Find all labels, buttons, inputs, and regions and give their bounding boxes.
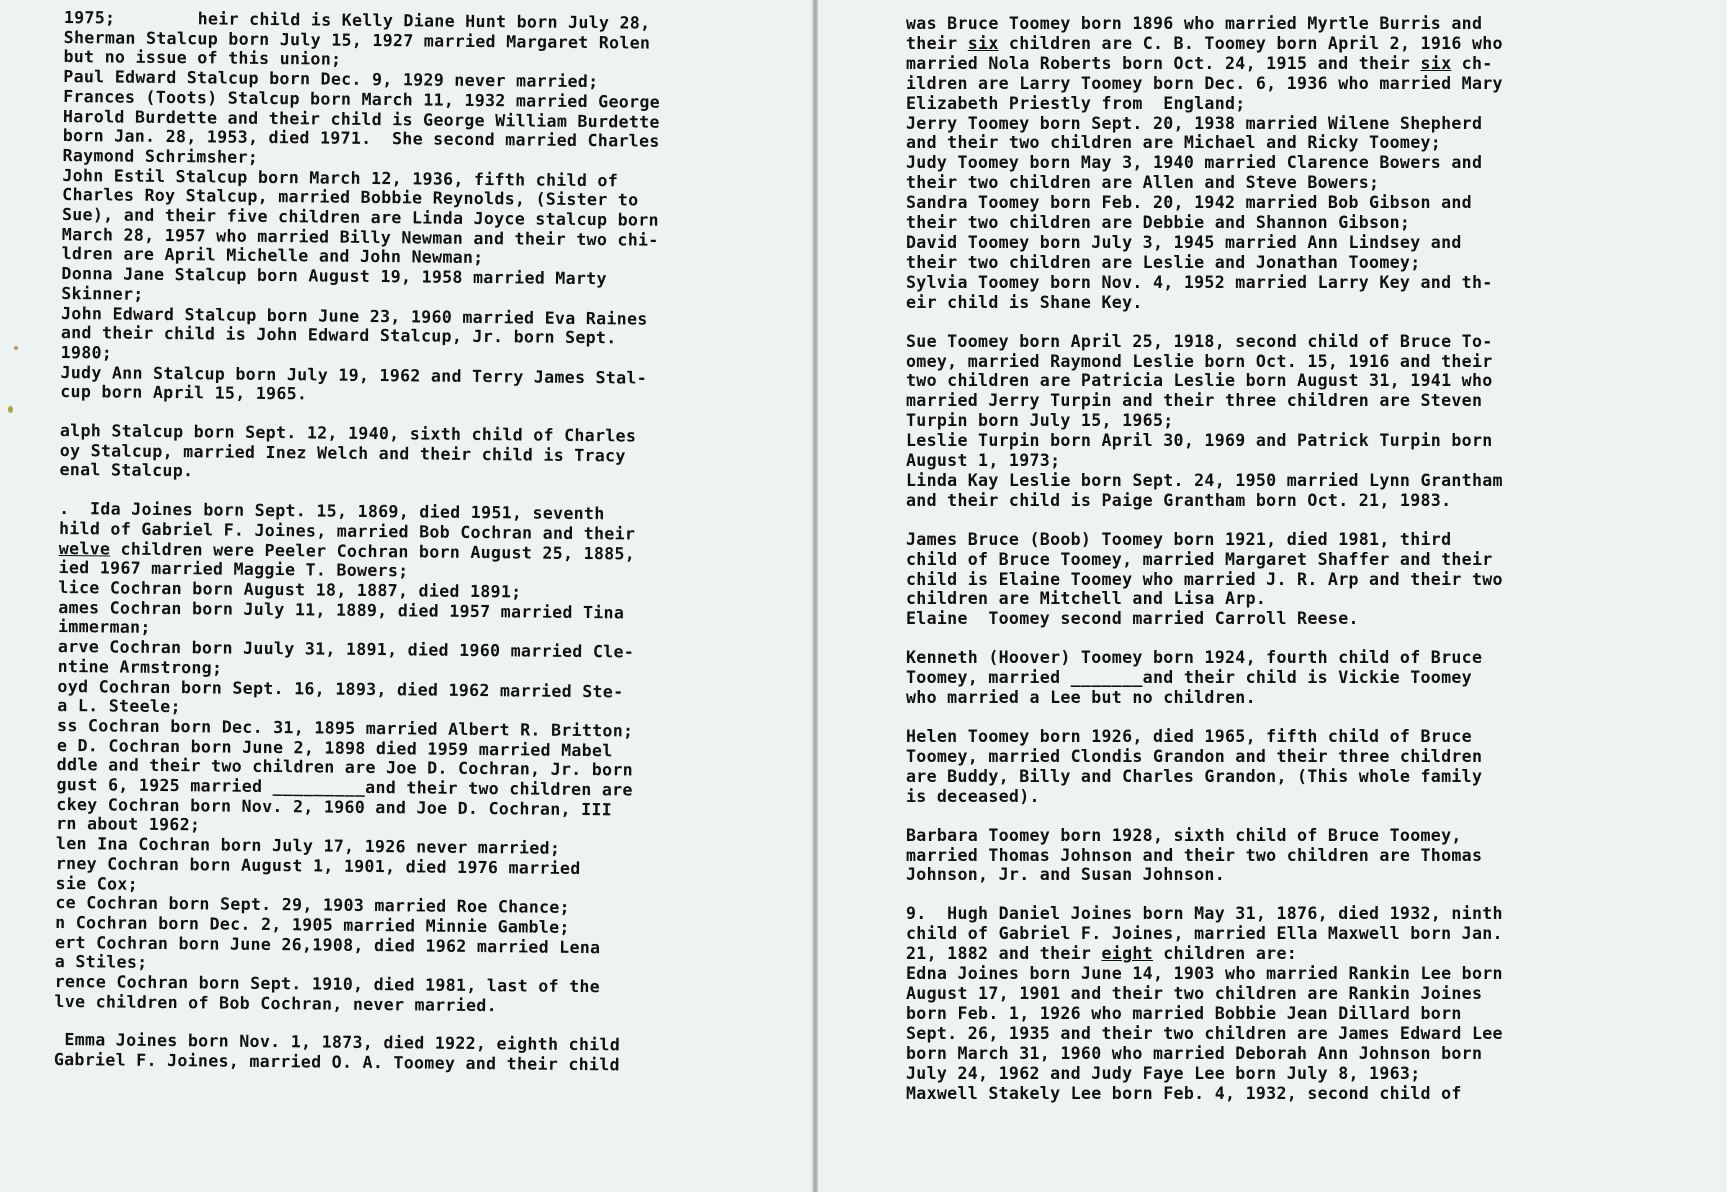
paragraph-gap xyxy=(906,885,1706,904)
text-line: who married a Lee but no children. xyxy=(906,688,1256,708)
text-line: ert Cochran born June 26,1908, died 1962 married Lena xyxy=(54,932,601,957)
text-line: Toomey, married Clondis Grandon and their three children xyxy=(906,746,1483,766)
text-line: hild of Gabriel F. Joines, married Bob Cochran and their xyxy=(58,518,636,544)
text-line: and their child is John Edward Stalcup, Jr. born Sept. xyxy=(60,323,617,348)
paragraph-gap xyxy=(906,313,1706,332)
text-line: Maxwell Stakely Lee born Feb. 4, 1932, second child of xyxy=(906,1083,1462,1103)
text-line: lve children of Bob Cochran, never married. xyxy=(54,991,498,1015)
paragraph-gap xyxy=(906,511,1706,530)
text-line: 1975; heir child is Kelly Diane Hunt born July 28, xyxy=(63,8,651,33)
text-line: and their two children are Michael and Ricky Toomey; xyxy=(906,133,1442,153)
text-line: cup born April 15, 1965. xyxy=(60,382,308,404)
text-line: ddle and their two children are Joe D. Cochran, Jr. born xyxy=(56,755,634,780)
text-line: Edna Joines born June 14, 1903 who married Rankin Lee born xyxy=(906,964,1503,984)
text-line: is deceased). xyxy=(906,786,1040,806)
text-line: Harold Burdette and their child is George William Burdette xyxy=(62,106,660,132)
text-line: married Jerry Turpin and their three children are Steven xyxy=(906,391,1483,411)
left-page-text xyxy=(54,8,804,1077)
text-line: their two children are Debbie and Shannon Gibson; xyxy=(906,213,1411,233)
text-line: married Thomas Johnson and their two children are Thomas xyxy=(906,845,1483,865)
text-line: March 28, 1957 who married Billy Newman and their two chi- xyxy=(61,224,659,250)
text-line: born Feb. 1, 1926 who married Bobbie Jean Dillard born xyxy=(906,1003,1462,1023)
text-line: ntine Armstrong; xyxy=(57,656,223,678)
text-line: Kenneth (Hoover) Toomey born 1924, fourth child of Bruce xyxy=(906,648,1483,668)
text-line: child of Bruce Toomey, married Margaret Shaffer and their xyxy=(906,549,1493,569)
text-line: married Nola Roberts born Oct. 24, 1915 and their six ch- xyxy=(906,53,1493,73)
text-line: ckey Cochran born Nov. 2, 1960 and Joe D. Cochran, III xyxy=(56,794,613,820)
text-line: rence Cochran born Sept. 1910, died 1981, last of the xyxy=(54,972,601,997)
right-page-text xyxy=(906,14,1706,1103)
paragraph-gap xyxy=(906,708,1706,727)
text-line: child of Gabriel F. Joines, married Ella Maxwell born Jan. xyxy=(906,924,1503,944)
text-line: Elaine Toomey second married Carroll Reese. xyxy=(906,609,1359,629)
left-page xyxy=(0,0,812,1192)
text-line: Sue Toomey born April 25, 1918, second child of Bruce To- xyxy=(906,331,1493,351)
text-line: Paul Edward Stalcup born Dec. 9, 1929 never married; xyxy=(63,67,599,92)
text-line: Sept. 26, 1935 and their two children are James Edward Lee xyxy=(906,1023,1503,1043)
text-line: Elizabeth Priestly from England; xyxy=(906,93,1246,113)
text-line: and their child is Paige Grantham born Oct. 21, 1983. xyxy=(906,490,1452,510)
text-line: Frances (Toots) Stalcup born March 11, 1932 married George xyxy=(63,86,661,112)
text-line: are Buddy, Billy and Charles Grandon, (This whole family xyxy=(906,766,1483,786)
text-line: Turpin born July 15, 1965; xyxy=(906,411,1174,431)
text-line: oyd Cochran born Sept. 16, 1893, died 1962 married Ste- xyxy=(57,676,624,701)
text-line: ames Cochran born July 11, 1889, died 1957 married Tina xyxy=(58,597,625,623)
text-line: rney Cochran born August 1, 1901, died 1976 married xyxy=(55,853,581,878)
text-line: alph Stalcup born Sept. 12, 1940, sixth child of Charles xyxy=(59,421,637,446)
text-line: August 1, 1973; xyxy=(906,451,1061,471)
text-line: immerman; xyxy=(57,617,151,638)
text-line: two children are Patricia Leslie born August 31, 1941 who xyxy=(906,371,1493,391)
paper-speck xyxy=(8,406,13,413)
text-line: e D. Cochran born June 2, 1898 died 1959 married Mabel xyxy=(56,735,613,760)
text-line: August 17, 1901 and their two children are Rankin Joines xyxy=(906,983,1483,1003)
text-line: born Jan. 28, 1953, died 1971. She second married Charles xyxy=(62,126,660,151)
text-line: born March 31, 1960 who married Deborah Ann Johnson born xyxy=(906,1043,1483,1063)
text-line: ss Cochran born Dec. 31, 1895 married Albert R. Britton; xyxy=(57,715,634,741)
text-line: Gabriel F. Joines, married O. A. Toomey and their child xyxy=(53,1050,620,1075)
text-line: their six children are C. B. Toomey born April 2, 1916 who xyxy=(906,33,1503,53)
text-line: children are Mitchell and Lisa Arp. xyxy=(906,589,1267,609)
text-line: Sandra Toomey born Feb. 20, 1942 married Bob Gibson and xyxy=(906,193,1472,213)
text-line: Jerry Toomey born Sept. 20, 1938 married Wilene Shepherd xyxy=(906,113,1483,133)
text-line: Charles Roy Stalcup, married Bobbie Reynolds, (Sister to xyxy=(62,185,639,210)
text-line: Judy Ann Stalcup born July 19, 1962 and Terry James Stal- xyxy=(60,362,648,388)
text-line: Linda Kay Leslie born Sept. 24, 1950 married Lynn Grantham xyxy=(906,470,1503,490)
text-line: Skinner; xyxy=(61,283,144,304)
paragraph-gap xyxy=(906,807,1706,826)
text-line: 9. Hugh Daniel Joines born May 31, 1876, died 1932, ninth xyxy=(906,904,1503,924)
text-line: July 24, 1962 and Judy Faye Lee born July 8, 1963; xyxy=(906,1063,1421,1083)
right-page xyxy=(818,0,1727,1192)
text-line: Johnson, Jr. and Susan Johnson. xyxy=(906,865,1225,885)
text-line: their two children are Allen and Steve Bowers; xyxy=(906,173,1380,193)
text-line: 21, 1882 and their eight children are: xyxy=(906,944,1298,964)
text-line: Sherman Stalcup born July 15, 1927 married Margaret Rolen xyxy=(63,27,651,53)
text-line: Sue), and their five children are Linda Joyce stalcup born xyxy=(61,205,659,230)
text-line: Barbara Toomey born 1928, sixth child of Bruce Toomey, xyxy=(906,825,1462,845)
text-line: ldren are April Michelle and John Newman; xyxy=(61,244,484,268)
paragraph-gap xyxy=(906,629,1706,648)
text-line: was Bruce Toomey born 1896 who married Myrtle Burris and xyxy=(906,14,1483,33)
text-line: welve children were Peeler Cochran born August 25, 1885, xyxy=(58,538,636,564)
text-line: a L. Steele; xyxy=(57,696,181,717)
text-line: arve Cochran born Juuly 31, 1891, died 1960 married Cle- xyxy=(57,637,635,662)
text-line: Raymond Schrimsher; xyxy=(62,145,259,167)
text-line: their two children are Leslie and Jonathan Toomey; xyxy=(906,252,1421,272)
text-line: lice Cochran born August 18, 1887, died 1891; xyxy=(58,577,522,602)
text-line: oy Stalcup, married Inez Welch and their child is Tracy xyxy=(59,440,626,466)
text-line: omey, married Raymond Leslie born Oct. 15, 1916 and their xyxy=(906,351,1493,371)
text-line: Sylvia Toomey born Nov. 4, 1952 married Larry Key and th- xyxy=(906,272,1493,292)
text-line: rn about 1962; xyxy=(56,814,201,835)
text-line: Helen Toomey born 1926, died 1965, fifth child of Bruce xyxy=(906,727,1472,746)
text-line: gust 6, 1925 married _________and their two children are xyxy=(56,774,633,800)
text-line: Toomey, married _______and their child is Vickie Toomey xyxy=(906,668,1472,688)
text-line: a Stiles; xyxy=(54,952,148,973)
text-line: Judy Toomey born May 3, 1940 married Clarence Bowers and xyxy=(906,153,1483,173)
text-line: n Cochran born Dec. 2, 1905 married Minnie Gamble; xyxy=(55,912,570,937)
text-line: Donna Jane Stalcup born August 19, 1958 married Marty xyxy=(61,264,607,289)
text-line: eir child is Shane Key. xyxy=(906,292,1143,312)
text-line: John Estil Stalcup born March 12, 1936, fifth child of xyxy=(62,165,619,190)
text-line: 1980; xyxy=(60,342,113,363)
text-line: sie Cox; xyxy=(55,873,139,894)
text-line: James Bruce (Boob) Toomey born 1921, died 1981, third xyxy=(906,529,1452,549)
text-line: . Ida Joines born Sept. 15, 1869, died 1951, seventh xyxy=(59,499,605,524)
text-line: ildren are Larry Toomey born Dec. 6, 1936 who married Mary xyxy=(906,73,1503,93)
text-line: Emma Joines born Nov. 1, 1873, died 1922, eighth child xyxy=(54,1030,621,1055)
text-line: len Ina Cochran born July 17, 1926 never married; xyxy=(55,834,561,858)
text-line: child is Elaine Toomey who married J. R. Arp and their two xyxy=(906,569,1503,589)
text-line: David Toomey born July 3, 1945 married Ann Lindsey and xyxy=(906,232,1462,252)
text-line: John Edward Stalcup born June 23, 1960 married Eva Raines xyxy=(60,303,648,329)
text-line: ce Cochran born Sept. 29, 1903 married Roe Chance; xyxy=(55,893,570,918)
text-line: Leslie Turpin born April 30, 1969 and Patrick Turpin born xyxy=(906,431,1493,451)
text-line: ied 1967 married Maggie T. Bowers; xyxy=(58,558,409,581)
paper-speck xyxy=(14,346,18,350)
text-line: enal Stalcup. xyxy=(59,460,194,481)
text-line: but no issue of this union; xyxy=(63,47,342,70)
